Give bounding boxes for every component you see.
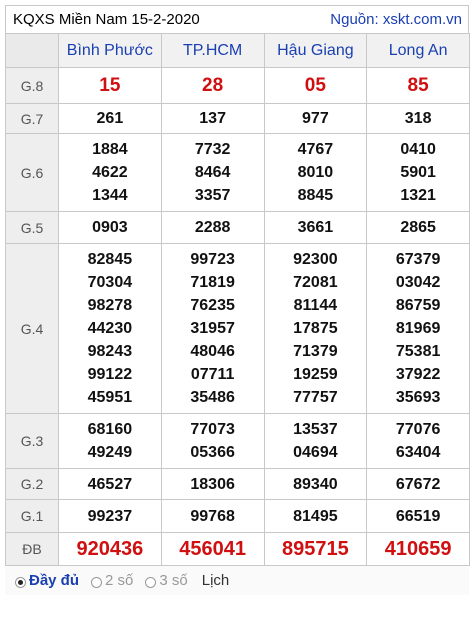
prize-cell — [59, 533, 162, 566]
prize-number: 8010 — [297, 164, 334, 181]
prize-number: 31957 — [190, 320, 235, 337]
prize-number: 0410 — [400, 141, 436, 158]
prize-number: 98278 — [87, 297, 133, 314]
prize-cell — [367, 68, 470, 104]
prize-number: 81144 — [293, 297, 338, 314]
prize-number: 4767 — [297, 141, 334, 158]
prize-number: 66519 — [395, 507, 441, 525]
prize-cell — [59, 68, 162, 104]
prize-number: 68160 — [87, 421, 133, 438]
prize-number: 46527 — [87, 475, 133, 493]
province-header[interactable]: Hậu Giang — [264, 34, 367, 68]
prize-number: 3661 — [297, 219, 334, 236]
prize-row — [6, 469, 470, 500]
prize-number: 77757 — [293, 389, 338, 406]
prize-number: 0903 — [92, 219, 128, 236]
prize-label: ĐB — [6, 533, 59, 566]
prize-cell — [367, 533, 470, 566]
option-two-digits[interactable] — [91, 572, 133, 589]
prize-number: 05366 — [190, 444, 235, 461]
prize-cell — [264, 469, 367, 500]
prize-number: 99768 — [190, 507, 235, 525]
title-bar — [5, 5, 469, 33]
prize-label: G.8 — [6, 68, 59, 104]
prize-cell — [367, 500, 470, 533]
option-full-label: Đầy đủ — [29, 572, 80, 589]
prize-row — [6, 414, 470, 469]
prize-number: 13537 — [293, 421, 338, 438]
prize-number: 81969 — [395, 320, 441, 337]
prize-row — [6, 104, 470, 134]
prize-row — [6, 134, 470, 212]
prize-cell — [367, 134, 470, 212]
prize-number: 67672 — [395, 475, 441, 493]
prize-number: 920436 — [76, 538, 144, 560]
prize-number: 8464 — [194, 164, 231, 181]
prize-number: 75381 — [395, 343, 441, 360]
prize-number: 44230 — [87, 320, 133, 337]
prize-cell — [59, 244, 162, 414]
prize-label: G.7 — [6, 104, 59, 134]
prize-number: 456041 — [179, 538, 246, 560]
calendar-link[interactable]: Lịch — [201, 572, 230, 589]
prize-cell — [59, 414, 162, 469]
prize-number: 67379 — [395, 251, 441, 268]
prize-number: 72081 — [293, 274, 338, 291]
prize-cell — [161, 244, 264, 414]
prize-label: G.1 — [6, 500, 59, 533]
prize-number: 977 — [302, 110, 329, 127]
prize-number: 63404 — [395, 444, 441, 461]
radio-selected-icon[interactable] — [15, 577, 26, 588]
province-header[interactable]: Bình Phước — [59, 34, 162, 68]
prize-cell — [264, 134, 367, 212]
prize-number: 137 — [199, 110, 226, 127]
prize-number: 03042 — [395, 274, 441, 291]
prize-cell — [367, 244, 470, 414]
prize-cell — [161, 212, 264, 244]
prize-number: 82845 — [87, 251, 133, 268]
prize-number: 70304 — [87, 274, 133, 291]
prize-number: 49249 — [87, 444, 133, 461]
prize-number: 895715 — [282, 538, 349, 560]
prize-number: 99723 — [190, 251, 235, 268]
prize-number: 1321 — [400, 187, 436, 204]
prize-label: G.5 — [6, 212, 59, 244]
prize-cell — [367, 104, 470, 134]
prize-cell — [367, 469, 470, 500]
option-three-digits[interactable] — [145, 572, 187, 589]
prize-number: 261 — [96, 110, 124, 127]
prize-cell — [161, 469, 264, 500]
prize-cell — [59, 469, 162, 500]
prize-number: 5901 — [400, 164, 436, 181]
prize-number: 81495 — [293, 507, 338, 525]
prize-cell — [264, 68, 367, 104]
prize-number: 2865 — [400, 219, 436, 236]
prize-row — [6, 533, 470, 566]
prize-number: 45951 — [87, 389, 133, 406]
prize-number: 28 — [202, 74, 224, 96]
province-header[interactable]: Long An — [367, 34, 470, 68]
prize-number: 18306 — [190, 475, 235, 493]
prize-rows — [6, 68, 470, 566]
prize-number: 15 — [99, 74, 121, 96]
prize-row — [6, 212, 470, 244]
prize-number: 05 — [304, 74, 326, 96]
prize-cell — [264, 414, 367, 469]
results-table — [5, 33, 470, 566]
prize-label: G.6 — [6, 134, 59, 212]
radio-icon[interactable] — [145, 577, 156, 588]
prize-cell — [59, 104, 162, 134]
prize-number: 8845 — [297, 187, 334, 204]
prize-number: 35486 — [190, 389, 235, 406]
prize-cell — [161, 134, 264, 212]
province-header-row — [6, 34, 470, 68]
prize-cell — [59, 212, 162, 244]
prize-number: 76235 — [190, 297, 235, 314]
prize-cell — [264, 244, 367, 414]
prize-number: 89340 — [293, 475, 338, 493]
display-options — [5, 566, 469, 595]
prize-number: 86759 — [395, 297, 441, 314]
prize-number: 48046 — [190, 343, 235, 360]
prize-row — [6, 500, 470, 533]
prize-number: 98243 — [87, 343, 133, 360]
prize-cell — [161, 500, 264, 533]
prize-row — [6, 244, 470, 414]
prize-cell — [59, 500, 162, 533]
prize-number: 4622 — [92, 164, 128, 181]
prize-number: 7732 — [194, 141, 231, 158]
prize-number: 17875 — [293, 320, 338, 337]
prize-label: G.3 — [6, 414, 59, 469]
option-full[interactable] — [15, 572, 79, 589]
prize-number: 37922 — [395, 366, 441, 383]
prize-cell — [161, 533, 264, 566]
prize-cell — [367, 212, 470, 244]
prize-number: 77073 — [190, 421, 235, 438]
prize-cell — [59, 134, 162, 212]
source-link[interactable]: Nguồn: xskt.com.vn — [330, 11, 462, 28]
prize-number: 71379 — [293, 343, 338, 360]
prize-row — [6, 68, 470, 104]
prize-cell — [264, 104, 367, 134]
prize-cell — [264, 533, 367, 566]
prize-number: 1344 — [92, 187, 128, 204]
prize-label: G.2 — [6, 469, 59, 500]
prize-number: 99237 — [87, 507, 133, 525]
prize-number: 92300 — [293, 251, 338, 268]
prize-cell — [264, 212, 367, 244]
prize-number: 85 — [407, 74, 429, 96]
prize-number: 318 — [404, 110, 432, 127]
prize-label: G.4 — [6, 244, 59, 414]
option-three-label: 3 số — [159, 572, 188, 589]
province-header[interactable]: TP.HCM — [161, 34, 264, 68]
option-two-label: 2 số — [105, 572, 134, 589]
prize-cell — [161, 68, 264, 104]
prize-cell — [367, 414, 470, 469]
page-title: KQXS Miền Nam 15-2-2020 — [13, 11, 200, 28]
prize-number: 77076 — [395, 421, 441, 438]
prize-number: 19259 — [293, 366, 338, 383]
prize-number: 2288 — [194, 219, 231, 236]
prize-cell — [161, 104, 264, 134]
prize-cell — [264, 500, 367, 533]
prize-number: 35693 — [395, 389, 441, 406]
prize-number: 1884 — [92, 141, 128, 158]
prize-number: 04694 — [293, 444, 338, 461]
prize-number: 3357 — [194, 187, 231, 204]
prize-number: 99122 — [87, 366, 133, 383]
prize-number: 410659 — [384, 538, 452, 560]
results-panel — [5, 5, 469, 595]
prize-number: 71819 — [190, 274, 235, 291]
header-corner — [6, 34, 59, 68]
radio-icon[interactable] — [91, 577, 102, 588]
prize-number: 07711 — [190, 366, 235, 383]
prize-cell — [161, 414, 264, 469]
